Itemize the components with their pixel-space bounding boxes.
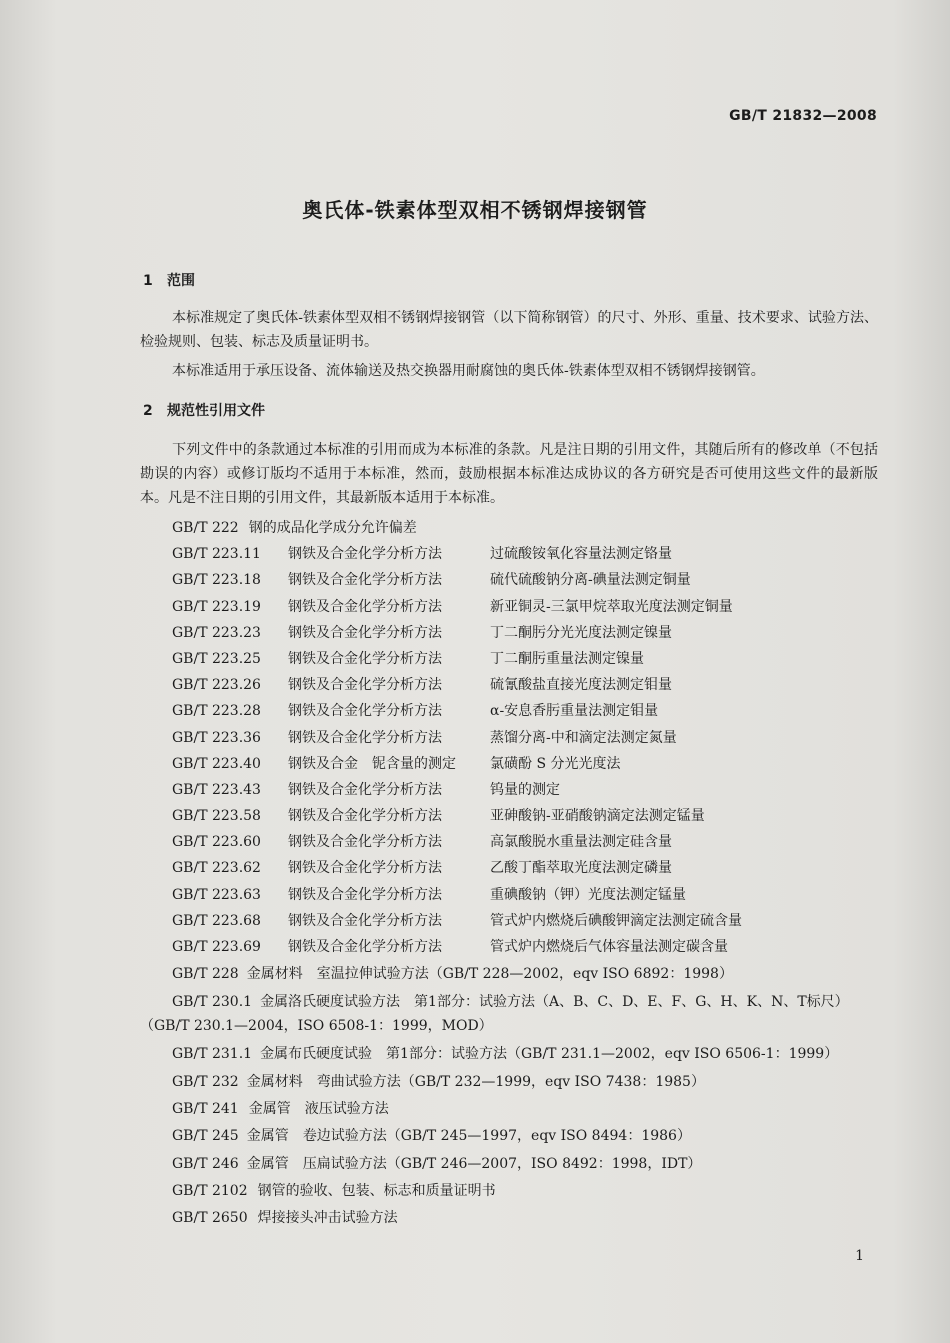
section-2-intro [140, 438, 878, 510]
reference-item [140, 1096, 880, 1122]
reference-series: 钢铁及合金化学分析方法 [288, 572, 442, 589]
section-1-number: 1 [143, 273, 153, 289]
section-2-heading [143, 400, 265, 420]
reference-item [140, 1150, 880, 1178]
reference-item [140, 934, 880, 960]
reference-series: 钢铁及合金化学分析方法 [288, 650, 442, 667]
reference-item [140, 725, 880, 751]
section-1-title: 范围 [167, 273, 195, 289]
reference-code: GB/T 232 [172, 1074, 239, 1091]
reference-series: 钢铁及合金化学分析方法 [288, 729, 442, 746]
reference-title: 管式炉内燃烧后气体容量法测定碳含量 [490, 939, 728, 955]
reference-item [140, 1205, 880, 1231]
reference-item [140, 751, 880, 777]
reference-item [140, 1122, 880, 1150]
reference-title: 乙酸丁酯萃取光度法测定磷量 [490, 860, 672, 877]
reference-code: GB/T 223.26 [172, 677, 261, 694]
reference-item [140, 829, 880, 855]
reference-code: GB/T 241 [172, 1101, 239, 1118]
reference-code: GB/T 228 [172, 966, 239, 983]
reference-title: 蒸馏分离-中和滴定法测定氮量 [490, 729, 677, 746]
reference-item [140, 620, 880, 646]
reference-item [140, 855, 880, 881]
reference-item [140, 541, 880, 567]
reference-code: GB/T 223.19 [172, 598, 261, 615]
reference-item [140, 594, 880, 620]
reference-series: 钢铁及合金化学分析方法 [288, 598, 442, 615]
document-title: 奥氏体-铁素体型双相不锈钢焊接钢管 [302, 198, 648, 222]
reference-series: 钢铁及合金化学分析方法 [288, 886, 442, 903]
section-1-heading [143, 270, 195, 290]
reference-code: GB/T 245 [172, 1128, 239, 1145]
reference-item [140, 908, 880, 934]
reference-title: 金属材料 弯曲试验方法（GB/T 232—1999，eqv ISO 7438：1985） [246, 1074, 705, 1091]
reference-series: 钢铁及合金化学分析方法 [288, 546, 442, 563]
reference-title: 金属管 卷边试验方法（GB/T 245—1997，eqv ISO 8494：1986） [246, 1128, 691, 1145]
reference-code: GB/T 2102 [172, 1183, 248, 1200]
page-number: 1 [855, 1248, 864, 1264]
reference-title: 金属管 液压试验方法 [248, 1101, 389, 1118]
reference-series: 钢铁及合金 铌含量的测定 [288, 755, 456, 772]
reference-item [140, 515, 880, 541]
reference-item [140, 698, 880, 724]
section-2-title: 规范性引用文件 [167, 403, 265, 419]
reference-title: 硫氰酸盐直接光度法测定钼量 [490, 677, 672, 694]
reference-title: 丁二酮肟重量法测定镍量 [490, 650, 644, 667]
reference-item [140, 988, 880, 1040]
section-1-p1-text: 本标准规定了奥氏体-铁素体型双相不锈钢焊接钢管（以下简称钢管）的尺寸、外形、重量、技术要求、试验方法、检验规则、包装、标志及质量证明书。 [140, 310, 878, 350]
reference-title: 亚砷酸钠-亚硝酸钠滴定法测定锰量 [490, 808, 705, 825]
section-1-p2-text: 本标准适用于承压设备、流体输送及热交换器用耐腐蚀的奥氏体-铁素体型双相不锈钢焊接钢管。 [172, 363, 765, 379]
reference-title: 钢管的验收、包装、标志和质量证明书 [257, 1183, 496, 1200]
reference-code: GB/T 223.68 [172, 912, 261, 929]
reference-code: GB/T 223.25 [172, 650, 261, 667]
reference-code: GB/T 223.43 [172, 781, 261, 798]
section-2-intro-text: 下列文件中的条款通过本标准的引用而成为本标准的条款。凡是注日期的引用文件，其随后所有的修改单（不包括勘误的内容）或修订版均不适用于本标准，然而，鼓励根据本标准达成协议的各方研究是否可使用这些文件的最新版本。凡是不注日期的引用文件，其最新版本适用于本标准。 [140, 442, 878, 506]
reference-series: 钢铁及合金化学分析方法 [288, 834, 442, 851]
reference-item [140, 646, 880, 672]
reference-item [140, 672, 880, 698]
reference-series: 钢铁及合金化学分析方法 [288, 808, 442, 825]
reference-code: GB/T 223.40 [172, 755, 261, 772]
reference-title: 金属材料 室温拉伸试验方法（GB/T 228—2002，eqv ISO 6892：1998） [246, 966, 733, 983]
reference-series: 钢铁及合金化学分析方法 [288, 624, 442, 641]
reference-title: 硫代硫酸钠分离-碘量法测定铜量 [490, 572, 691, 589]
reference-item [140, 803, 880, 829]
section-2-number: 2 [143, 403, 153, 419]
section-1-paragraph-1 [140, 306, 878, 354]
reference-code: GB/T 231.1 [172, 1046, 253, 1063]
reference-series: 钢铁及合金化学分析方法 [288, 939, 442, 955]
reference-code: GB/T 223.63 [172, 886, 261, 903]
reference-code: GB/T 223.58 [172, 808, 261, 825]
reference-title: 新亚铜灵-三氯甲烷萃取光度法测定铜量 [490, 598, 733, 615]
reference-code: GB/T 246 [172, 1156, 239, 1173]
reference-code: GB/T 223.28 [172, 703, 261, 720]
reference-title: 金属布氏硬度试验 第1部分：试验方法（GB/T 231.1—2002，eqv ISO 6506-1：1999） [260, 1046, 839, 1063]
reference-series: 钢铁及合金化学分析方法 [288, 860, 442, 877]
reference-item [140, 960, 880, 988]
reference-title: 重碘酸钠（钾）光度法测定锰量 [490, 886, 686, 903]
reference-code: GB/T 223.23 [172, 624, 261, 641]
reference-title: α-安息香肟重量法测定钼量 [490, 703, 659, 720]
reference-code: GB/T 230.1 [172, 994, 253, 1011]
reference-item [140, 567, 880, 593]
reference-title: 过硫酸铵氧化容量法测定铬量 [490, 546, 672, 563]
standard-code: GB/T 21832—2008 [729, 108, 877, 124]
reference-item [140, 1068, 880, 1096]
reference-code: GB/T 223.18 [172, 572, 261, 589]
reference-title: 氯磺酚 S 分光光度法 [490, 755, 621, 772]
reference-code: GB/T 223.36 [172, 729, 261, 746]
reference-title: 焊接接头冲击试验方法 [257, 1209, 398, 1226]
section-1-paragraph-2 [140, 359, 878, 383]
reference-item [140, 1040, 880, 1068]
reference-series: 钢铁及合金化学分析方法 [288, 912, 442, 929]
reference-title: 高氯酸脱水重量法测定硅含量 [490, 834, 672, 851]
reference-code: GB/T 223.11 [172, 546, 261, 563]
reference-code: GB/T 223.69 [172, 939, 261, 955]
reference-series: 钢铁及合金化学分析方法 [288, 677, 442, 694]
reference-code: GB/T 2650 [172, 1209, 248, 1226]
reference-title: 金属洛氏硬度试验方法 第1部分：试验方法（A、B、C、D、E、F、G、H、K、N、T标尺）（GB/T 230.1—2004，ISO 6508-1：1999，MOD） [140, 994, 849, 1035]
reference-title: 钨量的测定 [490, 781, 560, 798]
reference-item [140, 1178, 880, 1204]
reference-series: 钢铁及合金化学分析方法 [288, 781, 442, 798]
reference-series: 钢铁及合金化学分析方法 [288, 703, 442, 720]
reference-title: 钢的成品化学成分允许偏差 [248, 520, 417, 536]
reference-title: 管式炉内燃烧后碘酸钾滴定法测定硫含量 [490, 912, 742, 929]
reference-code: GB/T 223.60 [172, 834, 261, 851]
reference-title: 金属管 压扁试验方法（GB/T 246—2007，ISO 8492：1998，IDT） [246, 1156, 702, 1173]
reference-title: 丁二酮肟分光光度法测定镍量 [490, 624, 672, 641]
reference-item [140, 882, 880, 908]
normative-references-list [140, 515, 880, 1231]
reference-code: GB/T 222 [172, 520, 239, 536]
reference-item [140, 777, 880, 803]
reference-code: GB/T 223.62 [172, 860, 261, 877]
